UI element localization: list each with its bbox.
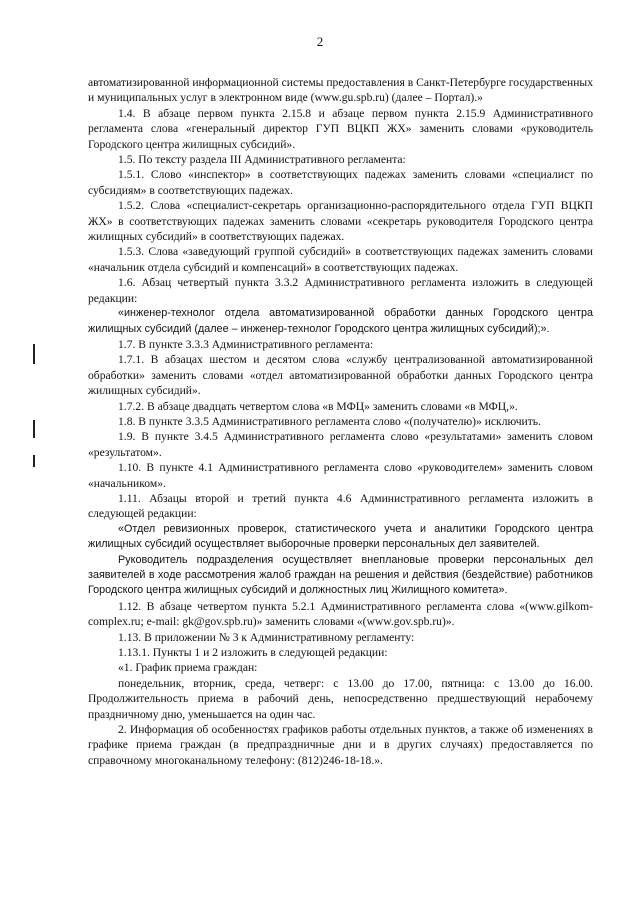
paragraph: 1.7.2. В абзаце двадцать четвертом слова «в МФЦ» заменить словами «в МФЦ,». — [118, 399, 518, 413]
paragraph: 1.5. По тексту раздела III Административного регламента: — [118, 153, 406, 167]
paragraph: «инженер-технолог отдела автоматизированной обработки данных Городского центра жилищных субсидий (далее – инженер-технолог Городского центра жилищных субсидий);». — [88, 307, 593, 335]
paragraph: 1.10. В пункте 4.1 Административного регламента слово «руководителем» заменить словом «начальником». — [88, 461, 593, 490]
paragraph: 1.7.1. В абзацах шестом и десятом слова «службу централизованной автоматизированной обработки» заменить словами «отдел автоматизированной обработки данных Городского центра жилищных субсидий». — [88, 353, 593, 398]
paragraph: 1.11. Абзацы второй и третий пункта 4.6 Административного регламента изложить в следующей редакции: — [88, 491, 593, 521]
paragraph: «1. График приема граждан: — [118, 661, 258, 675]
paragraph: 1.7. В пункте 3.3.3 Административного регламента: — [118, 337, 374, 351]
paragraph: автоматизированной информационной системы предоставления в Санкт-Петербурге государственных и муниципальных услуг в электронном виде (www.gu.spb.ru) (далее – Портал).» — [88, 76, 594, 105]
paragraph: понедельник, вторник, среда, четверг: с 13.00 до 17.00, пятница: с 13.00 до 16.00. Продолжительность приема в рабочий день, непосредственно предшествующий нерабочему праздничному дню, уменьшается на один час. — [88, 676, 593, 721]
paragraph: 2. Информация об особенностях графиков работы отдельных пунктов, а также об изменениях в графике приема граждан (в предпраздничные дни и в других случаях) предоставляется по справочному многоканальному телефону: (812)246-18-18.». — [88, 723, 593, 767]
margin-mark — [33, 344, 35, 364]
paragraph: 1.4. В абзаце первом пункта 2.15.8 и абзаце первом пункта 2.15.9 Административного регламента слова «генеральный директор ГУП ВЦКП ЖХ» заменить словами «руководитель Городского центра жилищных субсидий». — [88, 106, 593, 151]
paragraph: 1.6. Абзац четвертый пункта 3.3.2 Административного регламента изложить в следующей редакции: — [88, 276, 593, 305]
margin-mark — [33, 420, 35, 438]
document-body — [88, 75, 593, 768]
paragraph: «Отдел ревизионных проверок, статистического учета и аналитики Городского центра жилищных субсидий осуществляет выборочные проверки персональных дел заявителей. — [88, 522, 593, 551]
paragraph: 1.5.1. Слово «инспектор» в соответствующих падежах заменить словами «специалист по субсидиям» в соответствующих падежах. — [88, 168, 593, 197]
paragraph: 1.8. В пункте 3.3.5 Административного регламента слово «(получателю)» исключить. — [118, 414, 541, 428]
paragraph: 1.13. В приложении № 3 к Административному регламенту: — [118, 630, 415, 644]
page-number: 2 — [316, 34, 324, 49]
paragraph: 1.9. В пункте 3.4.5 Административного регламента слово «результатами» заменить словом «результатом». — [88, 430, 593, 459]
paragraph: 1.5.3. Слова «заведующий группой субсидий» в соответствующих падежах заменить словами «начальник отдела субсидий и компенсаций» в соответствующих падежах. — [88, 245, 593, 274]
paragraph: 1.12. В абзаце четвертом пункта 5.2.1 Административного регламента слова «(www.gilkom-complex.ru; e-mail: gk@gov.spb.ru)» заменить словами «(www.gov.spb.ru)». — [88, 599, 593, 629]
paragraph: 1.13.1. Пункты 1 и 2 изложить в следующей редакции: — [118, 646, 388, 660]
paragraph: Руководитель подразделения осуществляет внеплановые проверки персональных дел заявителей в ходе рассмотрения жалоб граждан на решения и действия (бездействие) работников Городского центра жилищных субсидий и должностных лиц Жилищного комитета». — [88, 553, 593, 597]
paragraph: 1.5.2. Слова «специалист-секретарь организационно-распорядительного отдела ГУП ВЦКП ЖХ» в соответствующих падежах заменить словами «секретарь руководителя Городского центра жилищных субсидий» в соответствующих падежах. — [88, 199, 593, 244]
margin-mark — [33, 455, 35, 467]
